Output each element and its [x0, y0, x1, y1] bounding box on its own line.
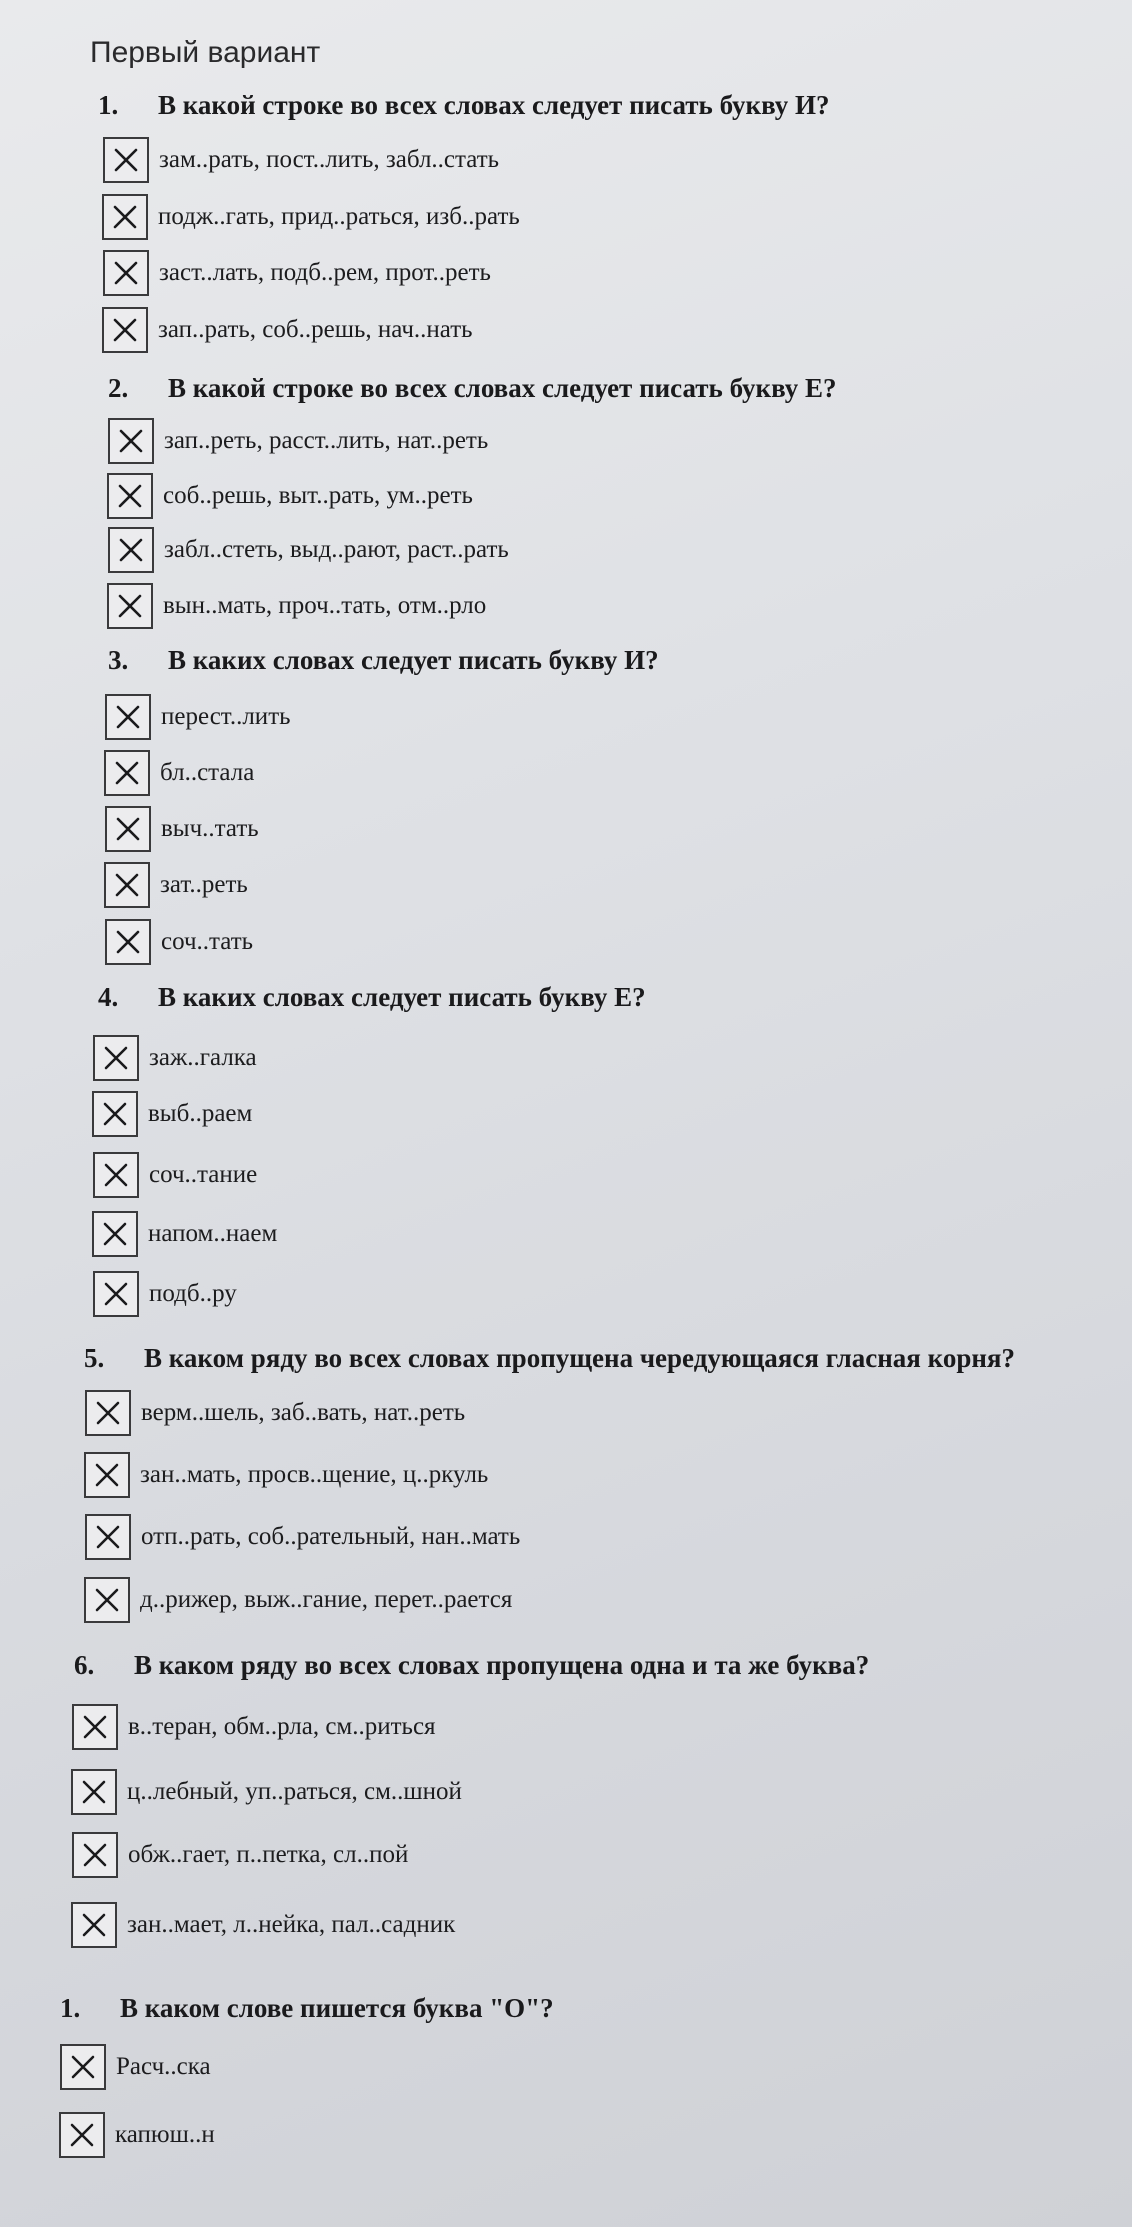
answer-option-text: напом..наем — [148, 1220, 278, 1247]
question-number: 1. — [98, 90, 119, 120]
x-mark-icon — [113, 814, 143, 844]
question-number: 1. — [60, 1993, 81, 2023]
answer-checkbox[interactable] — [102, 307, 148, 353]
answer-option — [105, 802, 259, 856]
x-mark-icon — [92, 1460, 122, 1490]
question-number: 4. — [98, 982, 119, 1012]
question-prompt: В каком ряду во всех словах пропущена чередующаяся гласная корня? — [144, 1343, 1016, 1373]
answer-option-text: перест..лить — [161, 703, 291, 730]
question-prompt: В каких словах следует писать букву И? — [168, 645, 659, 675]
answer-option-text: капюш..н — [115, 2121, 215, 2148]
question-prompt: В каком ряду во всех словах пропущена одна и та же буква? — [134, 1650, 870, 1680]
answer-option-text: зан..мает, л..нейка, пал..садник — [127, 1911, 456, 1938]
answer-option-text: соч..тание — [149, 1161, 258, 1188]
x-mark-icon — [113, 927, 143, 957]
answer-checkbox[interactable] — [71, 1769, 117, 1815]
answer-option-text: соч..тать — [161, 928, 254, 955]
answer-checkbox[interactable] — [108, 418, 154, 464]
answer-option-text: подж..гать, прид..раться, изб..рать — [158, 203, 520, 230]
answer-option — [93, 1267, 237, 1321]
answer-option-text: зат..реть — [160, 871, 248, 898]
answer-option — [72, 1700, 436, 1754]
answer-option — [71, 1898, 455, 1952]
x-mark-icon — [116, 426, 146, 456]
answer-option-text: зап..рать, соб..решь, нач..нать — [158, 316, 473, 343]
answer-option-text: д..рижер, выж..гание, перет..рается — [140, 1586, 513, 1613]
answer-checkbox[interactable] — [104, 862, 150, 908]
x-mark-icon — [68, 2052, 98, 2082]
answer-option — [105, 915, 253, 969]
answer-option — [105, 690, 291, 744]
answer-option — [108, 523, 509, 577]
page-title: Первый вариант — [90, 36, 321, 69]
x-mark-icon — [111, 258, 141, 288]
answer-option — [102, 190, 520, 244]
answer-checkbox[interactable] — [104, 750, 150, 796]
x-mark-icon — [93, 1522, 123, 1552]
answer-option-text: ц..лебный, уп..раться, см..шной — [127, 1778, 462, 1805]
x-mark-icon — [115, 481, 145, 511]
x-mark-icon — [67, 2120, 97, 2150]
answer-option — [92, 1207, 277, 1261]
answer-checkbox[interactable] — [108, 527, 154, 573]
answer-option — [85, 1386, 465, 1440]
answer-option — [93, 1148, 257, 1202]
question-number: 2. — [108, 373, 129, 403]
question-text — [108, 373, 837, 404]
answer-checkbox[interactable] — [105, 919, 151, 965]
answer-checkbox[interactable] — [102, 194, 148, 240]
answer-checkbox[interactable] — [84, 1452, 130, 1498]
question-prompt: В каком слове пишется буква "О"? — [120, 1993, 554, 2023]
answer-option — [92, 1087, 252, 1141]
x-mark-icon — [111, 145, 141, 175]
answer-checkbox[interactable] — [84, 1577, 130, 1623]
answer-checkbox[interactable] — [72, 1704, 118, 1750]
answer-option-text: зап..реть, расст..лить, нат..реть — [164, 427, 489, 454]
question-text — [98, 90, 830, 121]
answer-checkbox[interactable] — [93, 1271, 139, 1317]
answer-checkbox[interactable] — [85, 1390, 131, 1436]
answer-checkbox[interactable] — [105, 806, 151, 852]
question-text — [84, 1343, 1015, 1374]
answer-checkbox[interactable] — [107, 583, 153, 629]
answer-option — [72, 1828, 408, 1882]
x-mark-icon — [80, 1712, 110, 1742]
answer-checkbox[interactable] — [59, 2112, 105, 2158]
question-text — [98, 982, 646, 1013]
x-mark-icon — [112, 870, 142, 900]
answer-option-text: вын..мать, проч..тать, отм..рло — [163, 592, 487, 619]
question-prompt: В каких словах следует писать букву Е? — [158, 982, 646, 1012]
answer-option — [71, 1765, 462, 1819]
x-mark-icon — [101, 1160, 131, 1190]
answer-checkbox[interactable] — [92, 1211, 138, 1257]
answer-option-text: зан..мать, просв..щение, ц..ркуль — [140, 1461, 489, 1488]
answer-option — [103, 133, 499, 187]
question-number: 5. — [84, 1343, 105, 1373]
question-number: 3. — [108, 645, 129, 675]
answer-checkbox[interactable] — [93, 1035, 139, 1081]
answer-option — [84, 1448, 488, 1502]
x-mark-icon — [110, 202, 140, 232]
answer-checkbox[interactable] — [60, 2044, 106, 2090]
question-prompt: В какой строке во всех словах следует писать букву И? — [158, 90, 830, 120]
answer-option — [107, 579, 486, 633]
x-mark-icon — [101, 1043, 131, 1073]
answer-checkbox[interactable] — [103, 250, 149, 296]
answer-option — [93, 1031, 257, 1085]
x-mark-icon — [93, 1398, 123, 1428]
answer-option-text: выч..тать — [161, 815, 259, 842]
x-mark-icon — [79, 1777, 109, 1807]
question-text — [108, 645, 659, 676]
x-mark-icon — [79, 1910, 109, 1940]
answer-option — [103, 246, 491, 300]
answer-option-text: отп..рать, соб..рательный, нан..мать — [141, 1523, 521, 1550]
answer-option — [104, 858, 248, 912]
answer-option-text: Расч..ска — [116, 2053, 211, 2080]
question-number: 6. — [74, 1650, 95, 1680]
answer-checkbox[interactable] — [71, 1902, 117, 1948]
answer-checkbox[interactable] — [103, 137, 149, 183]
answer-option — [104, 746, 254, 800]
question-text — [74, 1650, 869, 1681]
x-mark-icon — [113, 702, 143, 732]
answer-option — [84, 1573, 512, 1627]
answer-checkbox[interactable] — [85, 1514, 131, 1560]
answer-checkbox[interactable] — [107, 473, 153, 519]
answer-option-text: забл..стеть, выд..рают, раст..рать — [164, 536, 509, 563]
answer-option-text: заж..галка — [149, 1044, 257, 1071]
answer-option — [59, 2108, 215, 2162]
x-mark-icon — [110, 315, 140, 345]
question-text — [60, 1993, 554, 2024]
x-mark-icon — [100, 1219, 130, 1249]
answer-option-text: зам..рать, пост..лить, забл..стать — [159, 146, 500, 173]
answer-option-text: подб..ру — [149, 1280, 237, 1307]
question-prompt: В какой строке во всех словах следует писать букву Е? — [168, 373, 837, 403]
answer-checkbox[interactable] — [92, 1091, 138, 1137]
answer-checkbox[interactable] — [93, 1152, 139, 1198]
answer-option-text: в..теран, обм..рла, см..риться — [128, 1713, 436, 1740]
answer-option-text: выб..раем — [148, 1100, 253, 1127]
answer-option-text: верм..шель, заб..вать, нат..реть — [141, 1399, 466, 1426]
x-mark-icon — [100, 1099, 130, 1129]
x-mark-icon — [115, 591, 145, 621]
answer-checkbox[interactable] — [105, 694, 151, 740]
x-mark-icon — [101, 1279, 131, 1309]
answer-option — [102, 303, 473, 357]
answer-option — [108, 414, 488, 468]
x-mark-icon — [80, 1840, 110, 1870]
answer-option-text: обж..гает, п..петка, сл..пой — [128, 1841, 409, 1868]
x-mark-icon — [92, 1585, 122, 1615]
x-mark-icon — [116, 535, 146, 565]
answer-checkbox[interactable] — [72, 1832, 118, 1878]
x-mark-icon — [112, 758, 142, 788]
answer-option-text: бл..стала — [160, 759, 255, 786]
answer-option — [60, 2040, 211, 2094]
answer-option — [107, 469, 473, 523]
answer-option-text: заст..лать, подб..рем, прот..реть — [159, 259, 491, 286]
answer-option — [85, 1510, 520, 1564]
answer-option-text: соб..решь, выт..рать, ум..реть — [163, 482, 473, 509]
